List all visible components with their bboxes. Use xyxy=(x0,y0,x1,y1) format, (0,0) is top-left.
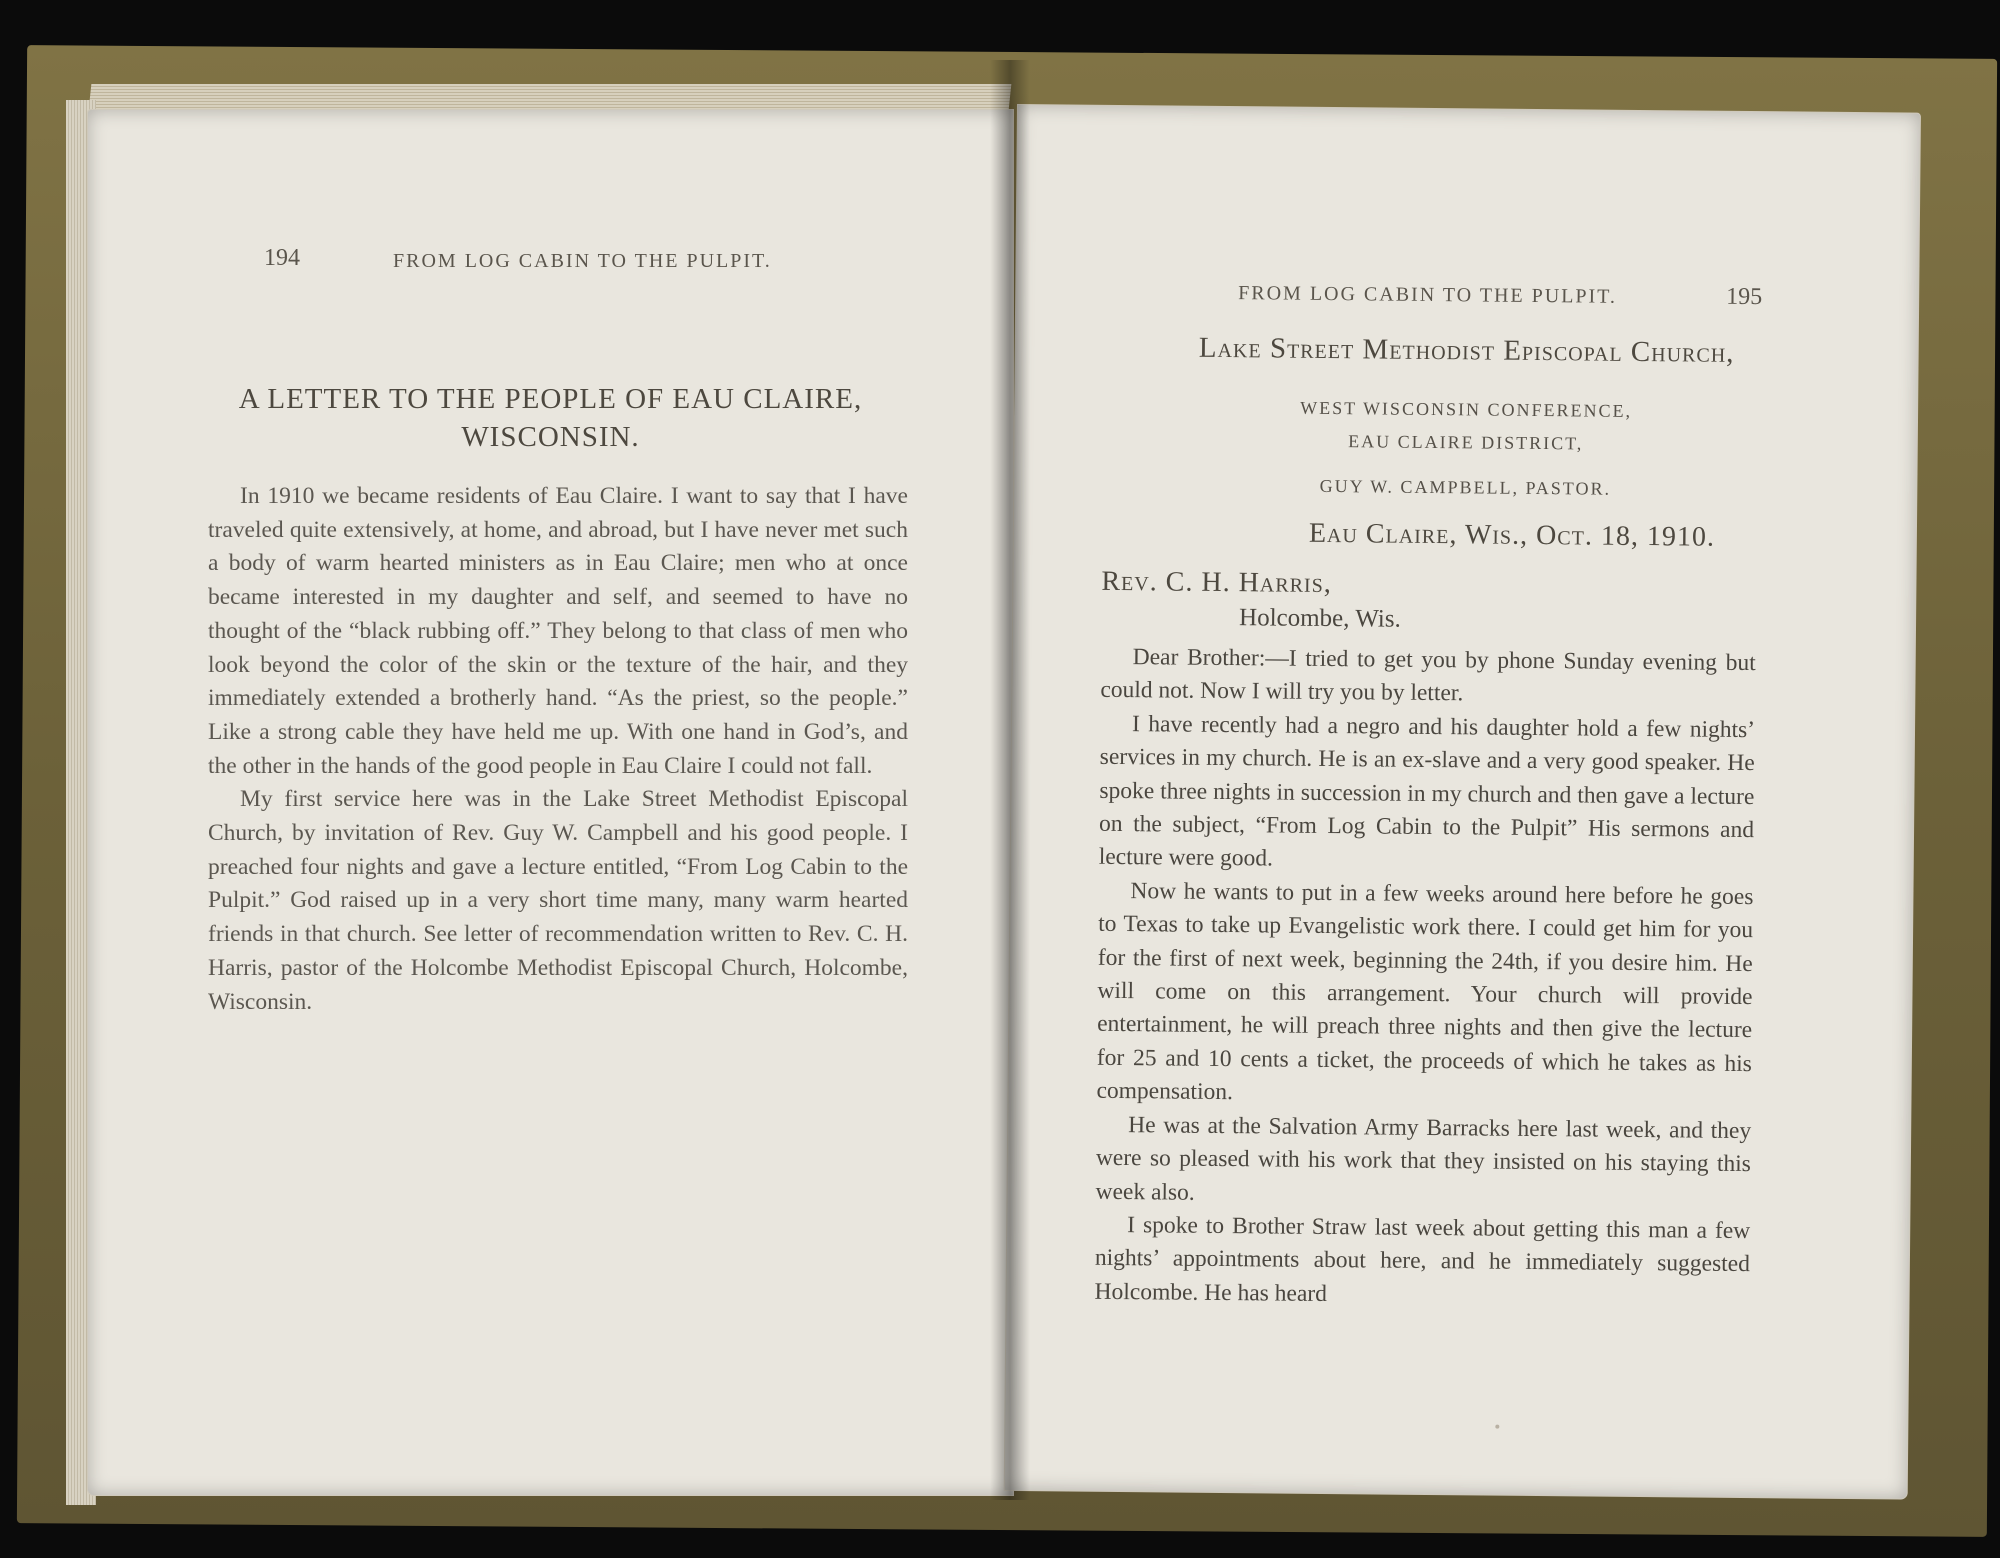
letter-paragraph-5: I spoke to Brother Straw last week about getting this man a few nights’ appointments about here, and he immediately suggested Holcombe. He has heard xyxy=(1094,1212,1751,1307)
letterhead-district: EAU CLAIRE DISTRICT, xyxy=(1348,431,1584,454)
letter-body-text xyxy=(1094,641,1755,1315)
letter-paragraph-1: Dear Brother:—I tried to get you by phone Sunday evening but could not. Now I will try you by letter. xyxy=(1100,644,1756,707)
letter-paragraph-2: I have recently had a negro and his daughter hold a few nights’ services in my church. He is an ex-slave and a very good speaker. He spoke three nights in succession in my church and then gave a lecture on the subject, “From Log Cabin to the Pulpit” His sermons and lecture were good. xyxy=(1098,710,1756,872)
paper-speck xyxy=(1495,1425,1499,1429)
left-paragraph-1: In 1910 we became residents of Eau Claire. I want to say that I have traveled quite extensively, at home, and abroad, but I have never met such a body of warm hearted ministers as in Eau Claire; men who at once became interested in my daughter and self, and seemed to have no thought of the “black rubbing off.” They belong to that class of men who look beyond the color of the skin or the texture of the hair, and they immediately extended a brotherly hand. “As the priest, so the people.” Like a strong cable they have held me up. With one hand in God’s, and the other in the hands of the good people in Eau Claire I could not fall. xyxy=(208,483,908,779)
letter-address-city: Holcombe, Wis. xyxy=(1238,604,1401,633)
letterhead-church-name: Lake Street Methodist Episcopal Church, xyxy=(1198,331,1735,369)
right-running-head: FROM LOG CABIN TO THE PULPIT. xyxy=(1238,282,1618,308)
letter-paragraph-3: Now he wants to put in a few weeks around here before he goes to Texas to take up Evangelistic work there. I could get him for you for the first of next week, beginning the 24th, if you desire him. He will come on this arrangement. Your church will provide entertainment, he will preach three nights and then give the lecture for 25 and 10 cents a ticket, the proceeds of which he takes as his compensation. xyxy=(1096,877,1754,1106)
right-page-number: 195 xyxy=(1726,283,1763,311)
letter-addressee: Rev. C. H. Harris, xyxy=(1101,565,1332,600)
left-paragraph-2: My first service here was in the Lake Street Methodist Episcopal Church, by invitation of Rev. Guy W. Campbell and his good people. I preached four nights and gave a lecture entitled, “From Log Cabin to the Pulpit.” God raised up in a very short time many, many warm hearted friends in that church. See letter of recommendation written to Rev. C. H. Harris, pastor of the Holcombe Methodist Episcopal Church, Holcombe, Wisconsin. xyxy=(208,786,908,1015)
left-page-number: 194 xyxy=(264,245,300,271)
chapter-title-line1: A LETTER TO THE PEOPLE OF EAU CLAIRE, xyxy=(238,383,863,415)
page-block-top-edge xyxy=(89,84,1012,110)
letterhead-pastor: GUY W. CAMPBELL, PASTOR. xyxy=(1319,475,1612,499)
spine-shadow xyxy=(990,60,1030,1500)
letterhead-conference: WEST WISCONSIN CONFERENCE, xyxy=(1300,397,1633,421)
left-body-text xyxy=(208,480,908,1019)
left-page xyxy=(88,110,1013,1495)
letter-dateline: Eau Claire, Wis., Oct. 18, 1910. xyxy=(1308,517,1716,553)
chapter-title-line2: WISCONSIN. xyxy=(461,421,640,453)
left-running-head: FROM LOG CABIN TO THE PULPIT. xyxy=(393,250,772,272)
letter-paragraph-4: He was at the Salvation Army Barracks here last week, and they were so pleased with his work that they insisted on his staying this week also. xyxy=(1095,1111,1752,1206)
right-page xyxy=(1005,105,1920,1499)
